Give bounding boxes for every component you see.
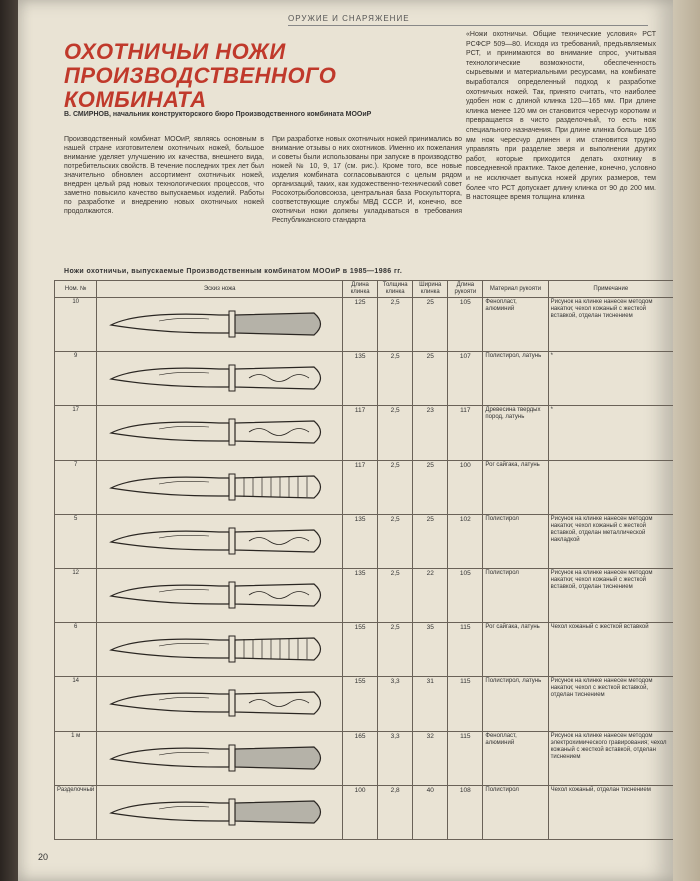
handle-length: 115 (448, 623, 483, 677)
handle-material: Полистирол, латунь (483, 352, 548, 406)
header-sketch: Эскиз ножа (97, 281, 343, 298)
knife-drawing-icon (99, 516, 339, 566)
blade-length: 135 (343, 352, 378, 406)
blade-thickness: 2,8 (378, 785, 413, 839)
handle-material: Полистирол (483, 568, 548, 622)
knife-drawing-icon (99, 299, 339, 349)
page-edge (672, 0, 700, 881)
blade-thickness: 3,3 (378, 677, 413, 731)
page-number: 20 (38, 852, 49, 862)
header-handle-length: Длина рукояти (448, 281, 483, 298)
row-num: 14 (55, 677, 97, 731)
row-num: 12 (55, 568, 97, 622)
row-num: 5 (55, 514, 97, 568)
table-row (55, 731, 674, 785)
blade-thickness: 3,3 (378, 731, 413, 785)
row-num: 7 (55, 460, 97, 514)
note: Чехол кожаный, отделан тиснением (548, 785, 673, 839)
header-thickness: Толщина клинка (378, 281, 413, 298)
table-row (55, 514, 674, 568)
table-row (55, 623, 674, 677)
blade-width: 31 (413, 677, 448, 731)
blade-thickness: 2,5 (378, 406, 413, 460)
note (548, 460, 673, 514)
handle-material: Полистирол (483, 514, 548, 568)
handle-length: 115 (448, 731, 483, 785)
note: Рисунок на клинке нанесен методом накатки; чехол кожаный с жесткой вставкой, отделан металлической накладкой (548, 514, 673, 568)
knife-sketch (97, 514, 343, 568)
blade-length: 155 (343, 677, 378, 731)
blade-length: 125 (343, 298, 378, 352)
knife-sketch (97, 568, 343, 622)
text-column-2 (272, 135, 462, 225)
handle-material: Полистирол, латунь (483, 677, 548, 731)
row-num: 10 (55, 298, 97, 352)
knife-drawing-icon (99, 570, 339, 620)
note: * (548, 352, 673, 406)
note: Рисунок на клинке нанесен методом накатки; чехол с жесткой вставкой, отделан тиснением (548, 677, 673, 731)
handle-length: 107 (448, 352, 483, 406)
header-notes: Примечание (548, 281, 673, 298)
blade-width: 22 (413, 568, 448, 622)
running-head: ОРУЖИЕ И СНАРЯЖЕНИЕ (288, 14, 648, 26)
table-title: Ножи охотничьи, выпускаемые Производственным комбинатом МООиР в 1985—1986 гг. (64, 268, 403, 275)
knife-sketch (97, 677, 343, 731)
blade-width: 25 (413, 460, 448, 514)
article-title: ОХОТНИЧЬИ НОЖИ ПРОИЗВОДСТВЕННОГО КОМБИНАТА (64, 39, 337, 112)
blade-thickness: 2,5 (378, 623, 413, 677)
header-width: Ширина клинка (413, 281, 448, 298)
blade-thickness: 2,5 (378, 298, 413, 352)
row-num: 1 м (55, 731, 97, 785)
knife-sketch (97, 352, 343, 406)
row-num: 6 (55, 623, 97, 677)
blade-length: 117 (343, 460, 378, 514)
blade-width: 32 (413, 731, 448, 785)
row-num: 17 (55, 406, 97, 460)
blade-length: 155 (343, 623, 378, 677)
knife-sketch (97, 460, 343, 514)
note: * (548, 406, 673, 460)
handle-material: Полистирол (483, 785, 548, 839)
blade-width: 25 (413, 298, 448, 352)
knife-drawing-icon (99, 624, 339, 674)
knife-drawing-icon (99, 407, 339, 457)
knife-drawing-icon (99, 733, 339, 783)
blade-length: 135 (343, 568, 378, 622)
handle-material: Фенопласт, алюминий (483, 298, 548, 352)
handle-material: Рог сайгака, латунь (483, 460, 548, 514)
handle-length: 108 (448, 785, 483, 839)
blade-width: 25 (413, 352, 448, 406)
knife-sketch (97, 785, 343, 839)
blade-width: 35 (413, 623, 448, 677)
row-num: Разделочный (55, 785, 97, 839)
table-header-row (55, 281, 674, 298)
blade-width: 23 (413, 406, 448, 460)
note: Рисунок на клинке нанесен методом накатки; чехол кожаный с жесткой вставкой, отделан тиснением (548, 298, 673, 352)
knife-drawing-icon (99, 678, 339, 728)
blade-width: 40 (413, 785, 448, 839)
handle-length: 100 (448, 460, 483, 514)
text-column-1 (64, 135, 264, 216)
blade-thickness: 2,5 (378, 568, 413, 622)
table-row (55, 785, 674, 839)
table-row (55, 460, 674, 514)
handle-length: 117 (448, 406, 483, 460)
note: Рисунок на клинке нанесен методом накатки; чехол кожаный с жесткой вставкой, отделан тиснением (548, 568, 673, 622)
knife-drawing-icon (99, 462, 339, 512)
handle-length: 102 (448, 514, 483, 568)
knife-drawing-icon (99, 787, 339, 837)
table-row (55, 298, 674, 352)
row-num: 9 (55, 352, 97, 406)
handle-material: Рог сайгака, латунь (483, 623, 548, 677)
column-2-text: При разработке новых охотничьих ножей принимались во внимание отзывы о них охотников. Именно их пожелания и советы были использованы при запуске в производство ножей № 10, 9, 17 (см. рис.). Кроме того, все новые изделия комбината согласовываются с целым рядом организаций, таких, как художественно-технический совет Росохотрыболовсоюза, центральная база Роскультторга, соответствующие службы МВД СССР. И, конечно, все охотничьи ножи должны укладываться в требования Республиканского стандарта (272, 136, 462, 224)
blade-thickness: 2,5 (378, 352, 413, 406)
blade-width: 25 (413, 514, 448, 568)
knife-sketch (97, 731, 343, 785)
column-3-text: «Ножи охотничьи. Общие технические условия» РСТ РСФСР 509—80. Исходя из требований, предъявляемых РСТ, и принимаются во внимание спрос, учитывая технологические возможности, обеспеченность сырьевыми и материальными ресурсами, на комбинате выработался определенный подход к разработке охотничьих ножей. Так, принято считать, что наиболее удобен нож с длиной клинка 120—165 мм. При длине клинка менее 120 мм он становится чересчур коротким и превращается в чисто разделочный, то есть нож специального назначения. При длине клинка больше 165 мм нож чересчур длинен и им становится трудно управлять при разделке зверя и выполнении других работ, которые приходится делать охотнику в повседневной практике. Такое деление, конечно, условно и не исключает выпуска ножей других размеров, тем более что РСТ допускает длину клинка от 90 до 200 мм. В настоящее время толщина клинка (466, 31, 656, 202)
handle-material: Древесина твердых пород, латунь (483, 406, 548, 460)
blade-length: 165 (343, 731, 378, 785)
blade-length: 135 (343, 514, 378, 568)
magazine-page (18, 0, 673, 881)
text-column-3 (466, 30, 656, 203)
knives-table (54, 280, 673, 840)
table-row (55, 352, 674, 406)
author-byline: В. СМИРНОВ, начальник конструкторского бюро Производственного комбината МООиР (64, 111, 372, 118)
blade-thickness: 2,5 (378, 460, 413, 514)
handle-length: 105 (448, 568, 483, 622)
header-material: Материал рукояти (483, 281, 548, 298)
column-1-text: Производственный комбинат МООиР, являясь основным в нашей стране изготовителем охотничьих ножей, большое внимание уделяет улучшению их качества, внешнего вида, потребительских свойств. В течение последних трех лет был значительно обновлен ассортимент охотничьих ножей, внедрен целый ряд новых технологических процессов, что заметно повысило качество выпускаемых изделий. Работы по разработке и внедрению новых охотничьих ножей продолжаются. (64, 136, 264, 215)
header-length: Длина клинка (343, 281, 378, 298)
table-row (55, 677, 674, 731)
handle-length: 105 (448, 298, 483, 352)
table-row (55, 406, 674, 460)
handle-length: 115 (448, 677, 483, 731)
note: Чехол кожаный с жесткой вставкой (548, 623, 673, 677)
table-row (55, 568, 674, 622)
knife-drawing-icon (99, 353, 339, 403)
knife-sketch (97, 406, 343, 460)
blade-length: 117 (343, 406, 378, 460)
header-num: Ном. № (55, 281, 97, 298)
knife-sketch (97, 623, 343, 677)
blade-thickness: 2,5 (378, 514, 413, 568)
blade-length: 100 (343, 785, 378, 839)
knife-sketch (97, 298, 343, 352)
handle-material: Фенопласт, алюминий (483, 731, 548, 785)
note: Рисунок на клинке нанесен методом электрохимического гравирования; чехол кожаный с жесткой вставкой, отделан тиснением (548, 731, 673, 785)
page-gutter-shadow (0, 0, 18, 881)
